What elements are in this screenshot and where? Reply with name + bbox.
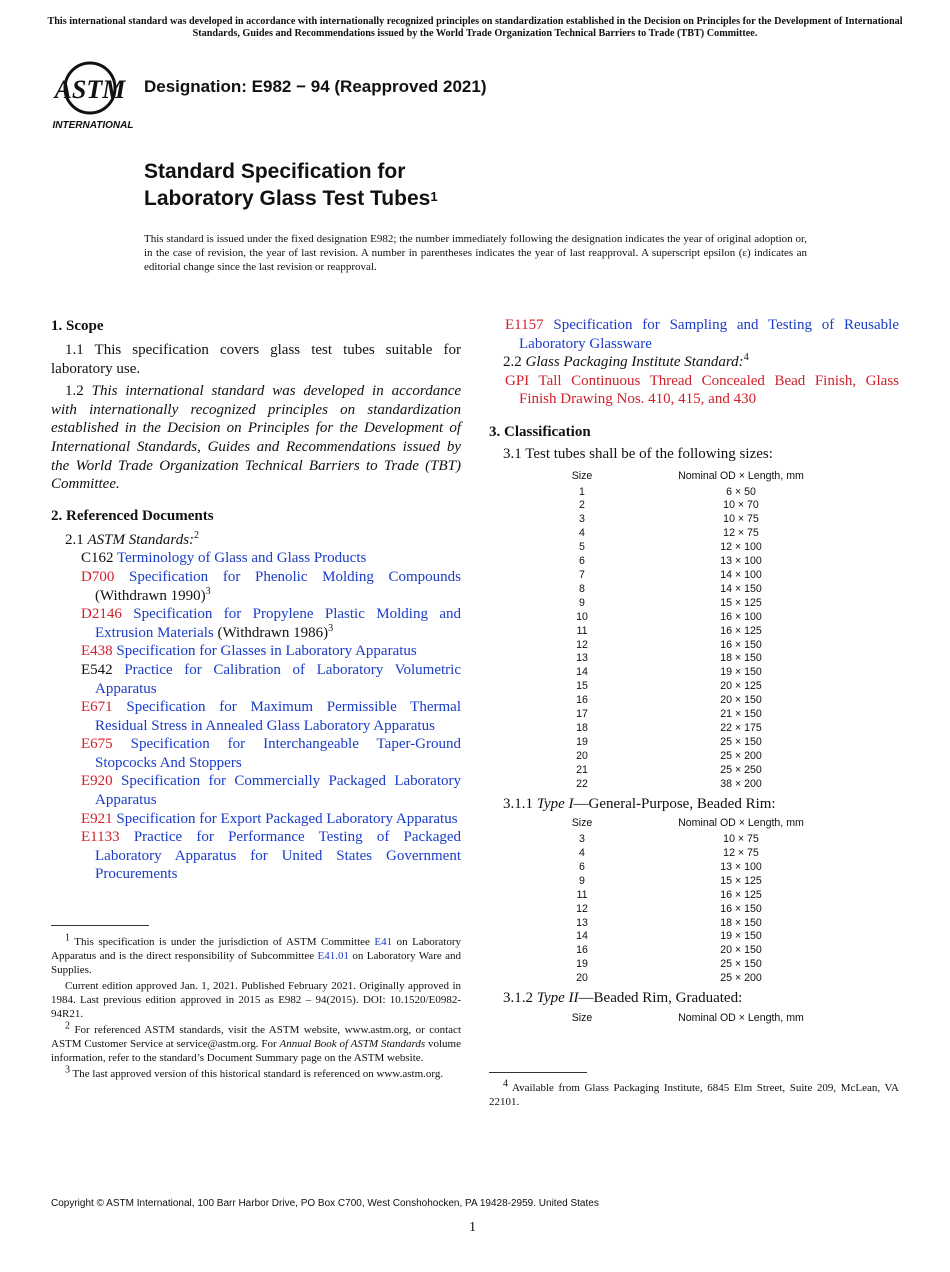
dimension-cell: 20 × 125 bbox=[720, 680, 762, 693]
dimension-cell: 19 × 150 bbox=[720, 666, 762, 679]
dimension-cell: 10 × 75 bbox=[723, 833, 759, 846]
size-cell: 22 bbox=[576, 777, 588, 790]
table-row bbox=[532, 639, 850, 653]
ref-footnote-mark: 3 bbox=[205, 585, 211, 597]
size-cell: 12 bbox=[576, 638, 588, 651]
dimension-cell: 13 × 100 bbox=[720, 860, 762, 873]
footnote-1 bbox=[51, 932, 461, 977]
ref-item-e542 bbox=[65, 661, 461, 698]
size-cell: 3 bbox=[579, 513, 585, 526]
col-size-header: Size bbox=[571, 1011, 593, 1024]
refdocs-para-2-1-num: 2.1 bbox=[65, 531, 88, 548]
footnote-4 bbox=[489, 1078, 899, 1109]
table-row bbox=[532, 889, 850, 903]
ref-link[interactable]: Specification for Maximum Permissible Thermal Residual Stress in Annealed Glass Laboratory Apparatus bbox=[95, 699, 461, 734]
footnote-3-mark: 3 bbox=[65, 1064, 70, 1076]
dimension-cell: 18 × 150 bbox=[720, 652, 762, 665]
size-cell: 19 bbox=[576, 958, 588, 971]
classification-para-3-1: 3.1 Test tubes shall be of the following sizes: bbox=[503, 445, 773, 462]
table-row bbox=[532, 875, 850, 889]
footnote-3 bbox=[51, 1064, 461, 1081]
dimension-cell: 25 × 250 bbox=[720, 763, 762, 776]
dimension-cell: 12 × 75 bbox=[723, 527, 759, 540]
scope-heading: 1. Scope bbox=[51, 318, 104, 334]
dimension-cell: 6 × 50 bbox=[726, 485, 756, 498]
col-dim-header: Nominal OD × Length, mm bbox=[678, 469, 804, 482]
footnote-1-text-a: This specification is under the jurisdiction of ASTM Committee bbox=[70, 936, 375, 948]
refdocs-para-2-2-text: Glass Packaging Institute Standard: bbox=[525, 354, 744, 371]
ref-code-link[interactable]: D2146 bbox=[81, 606, 122, 623]
table-row bbox=[532, 680, 850, 694]
footnote-4-mark: 4 bbox=[503, 1078, 508, 1090]
size-cell: 6 bbox=[579, 555, 585, 568]
dimension-cell: 16 × 150 bbox=[720, 638, 762, 651]
dimension-cell: 21 × 150 bbox=[720, 708, 762, 721]
ref-item-e675 bbox=[65, 735, 461, 772]
size-cell: 16 bbox=[576, 694, 588, 707]
size-cell: 2 bbox=[579, 499, 585, 512]
para-3-1-2-type: Type II bbox=[536, 990, 579, 1007]
table-row bbox=[532, 625, 850, 639]
size-cell: 18 bbox=[576, 721, 588, 734]
ref-item-gpi[interactable]: GPI Tall Continuous Thread Concealed Bead Finish, Glass Finish Drawing Nos. 410, 415, and 430 bbox=[505, 372, 899, 408]
footnote-1-edition: Current edition approved Jan. 1, 2021. Published February 2021. Originally approved in 1984. Last previous edition approved in 2015 as E982 – 94(2015). DOI: 10.1520/E0982-94R21. bbox=[51, 980, 461, 1020]
table-row bbox=[532, 597, 850, 611]
table-row bbox=[532, 944, 850, 958]
size-cell: 11 bbox=[576, 624, 588, 637]
ref-withdrawn: (Withdrawn 1990) bbox=[95, 587, 206, 604]
table-row bbox=[532, 764, 850, 778]
ref-code-link[interactable]: E675 bbox=[81, 736, 113, 753]
ref-code: C162 bbox=[81, 550, 114, 567]
size-cell: 21 bbox=[576, 763, 588, 776]
footnotes-left bbox=[51, 932, 461, 1081]
table-row bbox=[532, 555, 850, 569]
ref-link[interactable]: Specification for Sampling and Testing of Reusable Laboratory Glassware bbox=[519, 317, 899, 352]
dimension-cell: 25 × 150 bbox=[720, 958, 762, 971]
table-row bbox=[532, 694, 850, 708]
classification-heading: 3. Classification bbox=[489, 423, 591, 440]
table-row bbox=[532, 861, 850, 875]
table-row bbox=[532, 541, 850, 555]
table-row bbox=[532, 666, 850, 680]
ref-item-e1157 bbox=[489, 316, 899, 353]
dimension-cell: 19 × 150 bbox=[720, 930, 762, 943]
refdocs-para-2-1 bbox=[51, 531, 461, 550]
footnote-2 bbox=[51, 1020, 461, 1065]
committee-e41-link[interactable]: E41 bbox=[374, 936, 393, 948]
dimension-cell: 38 × 200 bbox=[720, 777, 762, 790]
ref-link[interactable]: Specification for Phenolic Molding Compounds bbox=[129, 568, 461, 585]
para-3-1-1-text: —General-Purpose, Beaded Rim: bbox=[573, 795, 776, 812]
table-row bbox=[532, 569, 850, 583]
ref-item-d700 bbox=[65, 568, 461, 605]
table-row bbox=[532, 736, 850, 750]
size-cell: 20 bbox=[576, 749, 588, 762]
dimension-cell: 12 × 100 bbox=[720, 541, 762, 554]
table-row bbox=[532, 486, 850, 500]
dimension-cell: 14 × 150 bbox=[720, 582, 762, 595]
size-cell: 16 bbox=[576, 944, 588, 957]
size-cell: 6 bbox=[579, 860, 585, 873]
size-cell: 10 bbox=[576, 610, 588, 623]
ref-code-link[interactable]: E920 bbox=[81, 773, 113, 790]
ref-link[interactable]: Specification for Interchangeable Taper-Ground Stopcocks And Stoppers bbox=[95, 736, 461, 771]
footnote-rule-right bbox=[489, 1072, 587, 1073]
type2-sizes-table bbox=[532, 1008, 850, 1028]
ref-item-e920 bbox=[65, 772, 461, 809]
dimension-cell: 16 × 150 bbox=[720, 902, 762, 915]
refdocs-para-2-2-num: 2.2 bbox=[503, 354, 526, 371]
dimension-cell: 16 × 125 bbox=[720, 888, 762, 901]
dimension-cell: 13 × 100 bbox=[720, 555, 762, 568]
title-line-2-text: Laboratory Glass Test Tubes bbox=[144, 187, 431, 210]
footnote-2-mark: 2 bbox=[65, 1020, 70, 1032]
ref-item-e921 bbox=[65, 810, 461, 829]
para-3-1-1-type: Type I bbox=[536, 795, 574, 812]
ref-link[interactable]: Specification for Glasses in Laboratory Apparatus bbox=[116, 643, 417, 660]
title-line-1: Standard Specification for bbox=[144, 160, 406, 183]
table-row bbox=[532, 930, 850, 944]
footnote-1-text-b: on Laboratory Apparatus and is the direct responsibility of Subcommittee bbox=[51, 936, 461, 962]
dimension-cell: 25 × 200 bbox=[720, 972, 762, 985]
logo-mark: ASTM bbox=[54, 75, 126, 104]
footnote-1-mark: 1 bbox=[65, 932, 70, 944]
dimension-cell: 25 × 200 bbox=[720, 749, 762, 762]
size-cell: 14 bbox=[576, 666, 588, 679]
scope-para-1-2 bbox=[51, 382, 461, 494]
classification-para-3-1-1 bbox=[489, 795, 899, 814]
col-dim-header: Nominal OD × Length, mm bbox=[678, 817, 804, 830]
refdocs-para-2-2 bbox=[489, 353, 899, 372]
ref-link[interactable]: Terminology of Glass and Glass Products bbox=[117, 550, 367, 567]
dimension-cell: 16 × 125 bbox=[720, 624, 762, 637]
scope-para-1-1: 1.1 This specification covers glass test tubes suitable for laboratory use. bbox=[51, 342, 461, 377]
ref-footnote-mark: 3 bbox=[328, 622, 334, 634]
classification-para-3-1-2 bbox=[489, 989, 899, 1008]
trade-banner: This international standard was developed in accordance with internationally recognized principles on standardization established in the Decision on Principles for the Development of International Standards, Guides and Recommendations issued by the World Trade Organization Technical Barriers to Trade (TBT) Committee. bbox=[47, 16, 903, 39]
size-cell: 8 bbox=[579, 582, 585, 595]
title-footnote-mark: 1 bbox=[430, 189, 438, 204]
designation: Designation: E982 − 94 (Reapproved 2021) bbox=[144, 77, 487, 96]
ref-item-c162 bbox=[65, 549, 461, 568]
col-size-header: Size bbox=[571, 469, 593, 482]
size-cell: 4 bbox=[579, 847, 585, 859]
table-row bbox=[532, 833, 850, 847]
footnote-3-text: The last approved version of this historical standard is referenced on www.astm.org. bbox=[70, 1068, 444, 1080]
size-cell: 14 bbox=[576, 930, 588, 943]
footnote-2-italic: Annual Book of ASTM Standards bbox=[279, 1038, 426, 1050]
para-3-1-1-num: 3.1.1 bbox=[503, 795, 537, 812]
table-row bbox=[532, 958, 850, 972]
footnote-2-text-b: volume information, refer to the standard’s Document Summary page on the ASTM website. bbox=[51, 1038, 461, 1064]
size-cell: 7 bbox=[579, 569, 585, 581]
subcommittee-e41-01-link[interactable]: E41.01 bbox=[317, 950, 349, 962]
dimension-cell: 14 × 100 bbox=[720, 569, 762, 581]
para-3-1-2-num: 3.1.2 bbox=[503, 990, 537, 1007]
table-row bbox=[532, 583, 850, 597]
ref-item-e438 bbox=[65, 642, 461, 661]
ref-code-link[interactable]: E1133 bbox=[81, 829, 120, 846]
ref-withdrawn: (Withdrawn 1986) bbox=[213, 624, 329, 641]
size-cell: 19 bbox=[576, 735, 588, 748]
dimension-cell: 12 × 75 bbox=[723, 847, 759, 859]
ref-item-e671 bbox=[65, 698, 461, 735]
scope-para-1-2-text: This international standard was developed in accordance with internationally recognized principles on standardization established in the Decision on Principles for the Development of International Standards, Guides and Recommendations issued by the World Trade Organization Technical Barriers to Trade (TBT) Committee. bbox=[51, 383, 462, 493]
ref-link[interactable]: Specification for Propylene Plastic Molding and Extrusion Materials bbox=[95, 606, 462, 641]
dimension-cell: 16 × 100 bbox=[720, 610, 762, 623]
left-column bbox=[51, 316, 461, 884]
refdocs-heading: 2. Referenced Documents bbox=[51, 507, 214, 524]
dimension-cell: 25 × 150 bbox=[720, 735, 762, 748]
size-cell: 15 bbox=[576, 680, 588, 693]
page-number: 1 bbox=[469, 1220, 476, 1235]
dimension-cell: 15 × 125 bbox=[720, 874, 762, 887]
dimension-cell: 15 × 125 bbox=[720, 596, 762, 609]
size-cell: 9 bbox=[579, 596, 585, 609]
size-cell: 9 bbox=[579, 874, 585, 887]
footnote-1-text-c: on Laboratory Ware and Supplies. bbox=[51, 950, 461, 976]
refdocs-footnote-mark-2: 2 bbox=[194, 529, 200, 541]
table-row bbox=[532, 722, 850, 736]
refdocs-para-2-1-text: ASTM Standards: bbox=[87, 531, 195, 548]
col-size-header: Size bbox=[571, 817, 593, 830]
ref-item-d2146 bbox=[65, 605, 461, 642]
issuance-note: This standard is issued under the fixed designation E982; the number immediately following the designation indicates the year of original adoption or, in the case of revision, the year of last revision. A number in parentheses indicates the year of last reapproval. A superscript epsilon (ε) indicates an editorial change since the last revision or reapproval. bbox=[144, 233, 807, 273]
dimension-cell: 18 × 150 bbox=[720, 916, 762, 929]
table-row bbox=[532, 972, 850, 986]
logo-subtitle: INTERNATIONAL bbox=[52, 120, 134, 131]
dimension-cell: 20 × 150 bbox=[720, 694, 762, 707]
size-cell: 4 bbox=[579, 527, 585, 540]
table-row bbox=[532, 903, 850, 917]
table-row bbox=[532, 513, 850, 527]
ref-code: E542 bbox=[81, 661, 113, 678]
table-row bbox=[532, 917, 850, 931]
size-cell: 13 bbox=[576, 652, 588, 665]
footnotes-right bbox=[489, 1078, 899, 1109]
scope-para-1-2-num: 1.2 bbox=[65, 383, 92, 400]
table-row bbox=[532, 778, 850, 792]
sizes-table bbox=[532, 466, 850, 792]
size-cell: 1 bbox=[579, 485, 585, 498]
ref-code-link[interactable]: E438 bbox=[81, 643, 113, 660]
ref-link[interactable]: Specification for Commercially Packaged Laboratory Apparatus bbox=[95, 773, 461, 809]
size-cell: 11 bbox=[576, 888, 588, 901]
ref-link[interactable]: Specification for Export Packaged Laboratory Apparatus bbox=[116, 810, 458, 827]
dimension-cell: 10 × 70 bbox=[723, 499, 759, 512]
table-row bbox=[532, 652, 850, 666]
dimension-cell: 20 × 150 bbox=[720, 944, 762, 957]
size-cell: 5 bbox=[579, 541, 585, 554]
right-column bbox=[489, 316, 899, 1028]
ref-code-link[interactable]: E1157 bbox=[505, 317, 544, 333]
footnote-4-text: Available from Glass Packaging Institute, 6845 Elm Street, Suite 209, McLean, VA 22101. bbox=[489, 1082, 899, 1108]
size-cell: 3 bbox=[579, 833, 585, 846]
ref-item-e1133 bbox=[65, 828, 461, 884]
astm-logo bbox=[52, 54, 134, 132]
size-cell: 12 bbox=[576, 902, 588, 915]
footnote-2-text-a: For referenced ASTM standards, visit the ASTM website, www.astm.org, or contact ASTM Customer Service at service@astm.org. For bbox=[51, 1024, 461, 1050]
title-line-2 bbox=[144, 185, 438, 212]
table-row bbox=[532, 708, 850, 722]
footnote-rule-left bbox=[51, 925, 149, 926]
table-row bbox=[532, 750, 850, 764]
dimension-cell: 10 × 75 bbox=[723, 513, 759, 526]
col-dim-header: Nominal OD × Length, mm bbox=[678, 1011, 804, 1024]
refdocs-footnote-mark-4: 4 bbox=[743, 352, 749, 364]
document-title bbox=[144, 158, 438, 212]
ref-code-link[interactable]: D700 bbox=[81, 568, 115, 585]
table-row bbox=[532, 847, 850, 861]
table-row bbox=[532, 527, 850, 541]
copyright-notice: Copyright © ASTM International, 100 Barr Harbor Drive, PO Box C700, West Conshohocken, PA 19428-2959. United States bbox=[51, 1198, 599, 1209]
dimension-cell: 22 × 175 bbox=[720, 721, 762, 734]
ref-link[interactable]: Practice for Calibration of Laboratory Volumetric Apparatus bbox=[95, 661, 461, 697]
table-row bbox=[532, 499, 850, 513]
size-cell: 20 bbox=[576, 972, 588, 985]
para-3-1-2-text: —Beaded Rim, Graduated: bbox=[578, 990, 743, 1007]
ref-code-link[interactable]: E671 bbox=[81, 699, 113, 716]
ref-link[interactable]: Practice for Performance Testing of Packaged Laboratory Apparatus for United States Government Procurements bbox=[95, 829, 462, 883]
table-row bbox=[532, 611, 850, 625]
size-cell: 13 bbox=[576, 916, 588, 929]
type1-sizes-table bbox=[532, 813, 850, 986]
ref-code-link[interactable]: E921 bbox=[81, 810, 113, 827]
size-cell: 17 bbox=[576, 708, 588, 721]
